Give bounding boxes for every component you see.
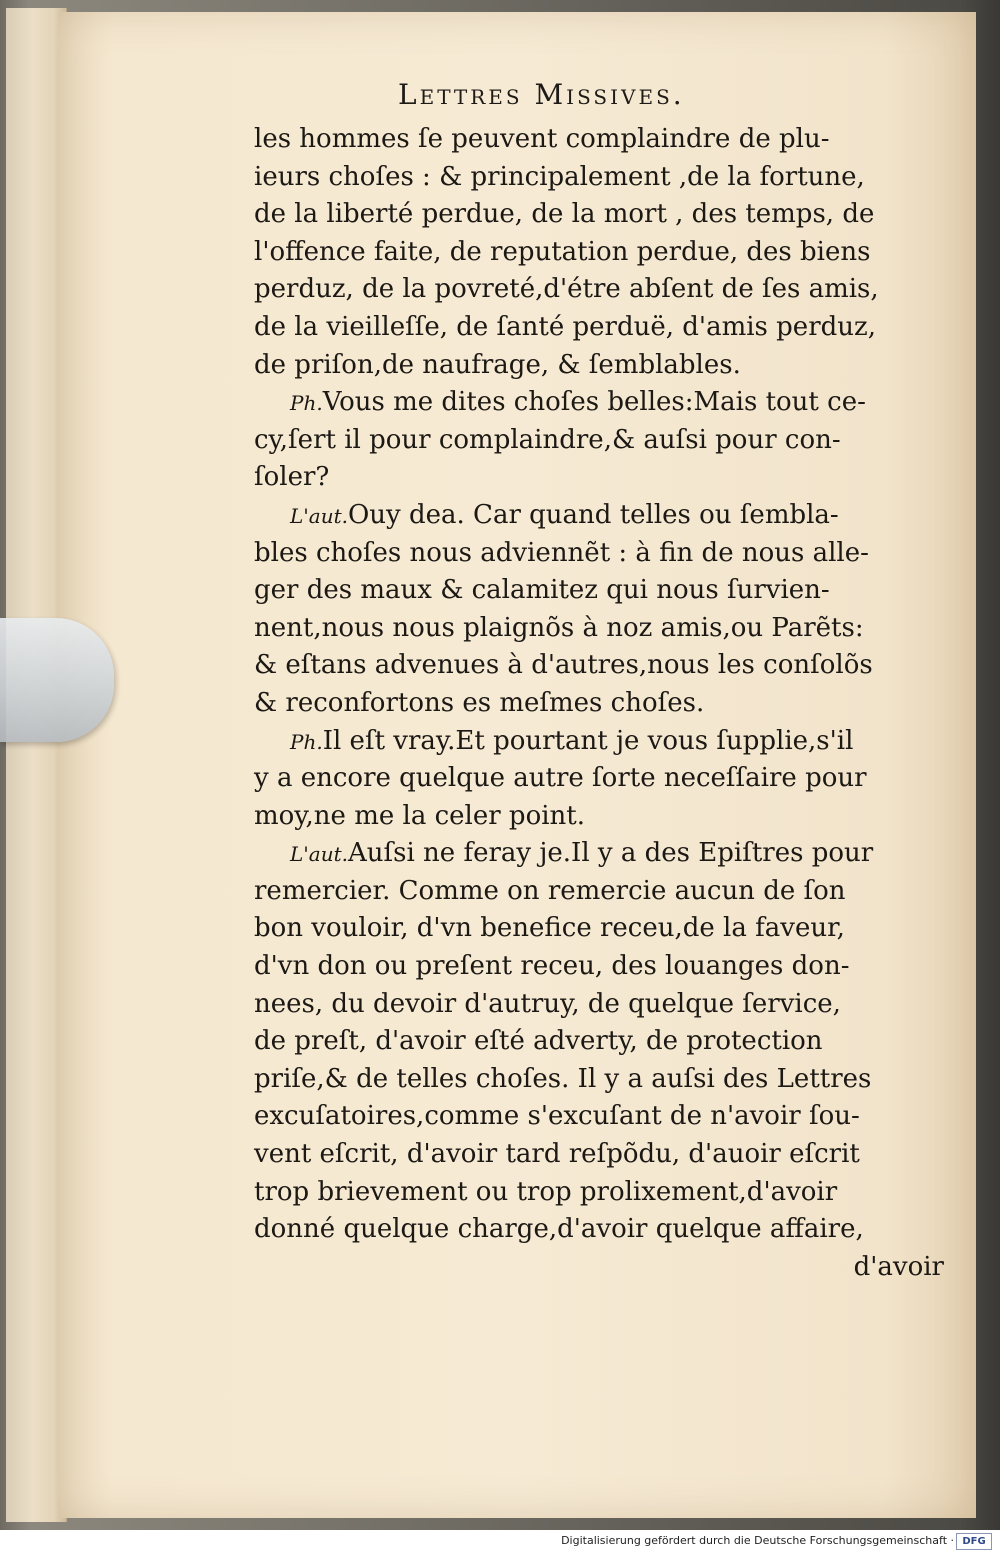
footer-bar [0, 1530, 1000, 1552]
line-text: nees, du devoir d'autruy, de quelque ſervice, [254, 988, 841, 1019]
dfg-logo: DFG [956, 1533, 992, 1550]
footer-credit: Digitalisierung gefördert durch die Deutsche Forschungsgemeinschaft · [561, 1534, 954, 1547]
line-text: Il eſt vray.Et pourtant je vous ſupplie,s'il [322, 725, 854, 756]
line-text: ſoler? [254, 462, 330, 493]
text-line [254, 459, 954, 497]
text-line [254, 723, 954, 761]
text-line [254, 497, 954, 535]
line-text: moy,ne me la celer point. [254, 800, 586, 831]
text-line [254, 1098, 954, 1136]
text-line [254, 835, 954, 873]
line-text: de preſt, d'avoir eſté adverty, de protection [254, 1026, 823, 1057]
body-text [254, 121, 954, 1286]
text-line [254, 647, 954, 685]
line-text: vent eſcrit, d'avoir tard reſpõdu, d'auoir eſcrit [254, 1139, 860, 1170]
text-line [254, 234, 954, 272]
line-text: bon vouloir, d'vn benefice receu,de la faveur, [254, 913, 845, 944]
text-line [254, 572, 954, 610]
text-line [254, 873, 954, 911]
text-line [254, 1249, 954, 1287]
text-line [254, 760, 954, 798]
text-line [254, 535, 954, 573]
line-text: donné quelque charge,d'avoir quelque affaire, [254, 1214, 864, 1245]
text-line [254, 1023, 954, 1061]
text-line [254, 309, 954, 347]
line-text: de la vieilleſſe, de ſanté perduë, d'amis perduz, [254, 311, 876, 342]
speaker-label: Ph. [290, 391, 323, 416]
text-line [254, 910, 954, 948]
speaker-label: L'aut. [290, 842, 348, 867]
speaker-label: L'aut. [290, 503, 348, 528]
text-line [254, 1061, 954, 1099]
text-line [254, 384, 954, 422]
line-text: cy,ſert il pour complaindre,& auſsi pour con- [254, 424, 841, 455]
text-line [254, 986, 954, 1024]
line-text: ieurs choſes : & principalement ,de la fortune, [254, 161, 865, 192]
line-text: bles choſes nous adviennẽt : à fin de nous alle- [254, 537, 869, 568]
text-line [254, 159, 954, 197]
line-text: perduz, de la povreté,d'étre abſent de ſes amis, [254, 274, 879, 305]
text-line [254, 685, 954, 723]
line-text: de priſon,de naufrage, & ſemblables. [254, 349, 741, 380]
line-text: d'vn don ou preſent receu, des louanges don- [254, 951, 850, 982]
line-text: nent,nous nous plaignõs à noz amis,ou Parẽts: [254, 612, 864, 643]
text-line [254, 948, 954, 986]
line-text: les hommes ſe peuvent complaindre de plu- [254, 124, 830, 154]
line-text: priſe,& de telles choſes. Il y a auſsi des Lettres [254, 1063, 872, 1094]
text-line [254, 1174, 954, 1212]
text-line [254, 1136, 954, 1174]
line-text: trop brievement ou trop prolixement,d'avoir [254, 1176, 838, 1207]
line-text: d'avoir [853, 1251, 944, 1282]
line-text: & eſtans advenues à d'autres,nous les conſolõs [254, 650, 873, 681]
text-line [254, 422, 954, 460]
line-text: Ouy dea. Car quand telles ou ſembla- [347, 499, 839, 530]
line-text: ger des maux & calamitez qui nous ſurvien- [254, 575, 830, 606]
text-line [254, 347, 954, 385]
text-line [254, 271, 954, 309]
speaker-label: Ph. [290, 729, 323, 754]
line-text: & reconfortons es meſmes choſes. [254, 687, 705, 718]
text-line [254, 1211, 954, 1249]
text-line [254, 121, 954, 159]
text-line [254, 798, 954, 836]
line-text: de la liberté perdue, de la mort , des temps, de [254, 199, 875, 230]
line-text: Vous me dites choſes belles:Mais tout ce- [322, 387, 866, 418]
line-text: excuſatoires,comme s'excuſant de n'avoir ſou- [254, 1101, 860, 1132]
line-text: Auſsi ne feray je.Il y a des Epiſtres pour [347, 838, 874, 869]
text-line [254, 610, 954, 648]
running-header: Lettres Missives. [398, 78, 685, 111]
page-clip [0, 618, 114, 742]
line-text: l'offence faite, de reputation perdue, des biens [254, 236, 871, 267]
line-text: y a encore quelque autre ſorte neceſſaire pour [254, 763, 867, 794]
text-line [254, 196, 954, 234]
line-text: remercier. Comme on remercie aucun de ſon [254, 875, 846, 906]
